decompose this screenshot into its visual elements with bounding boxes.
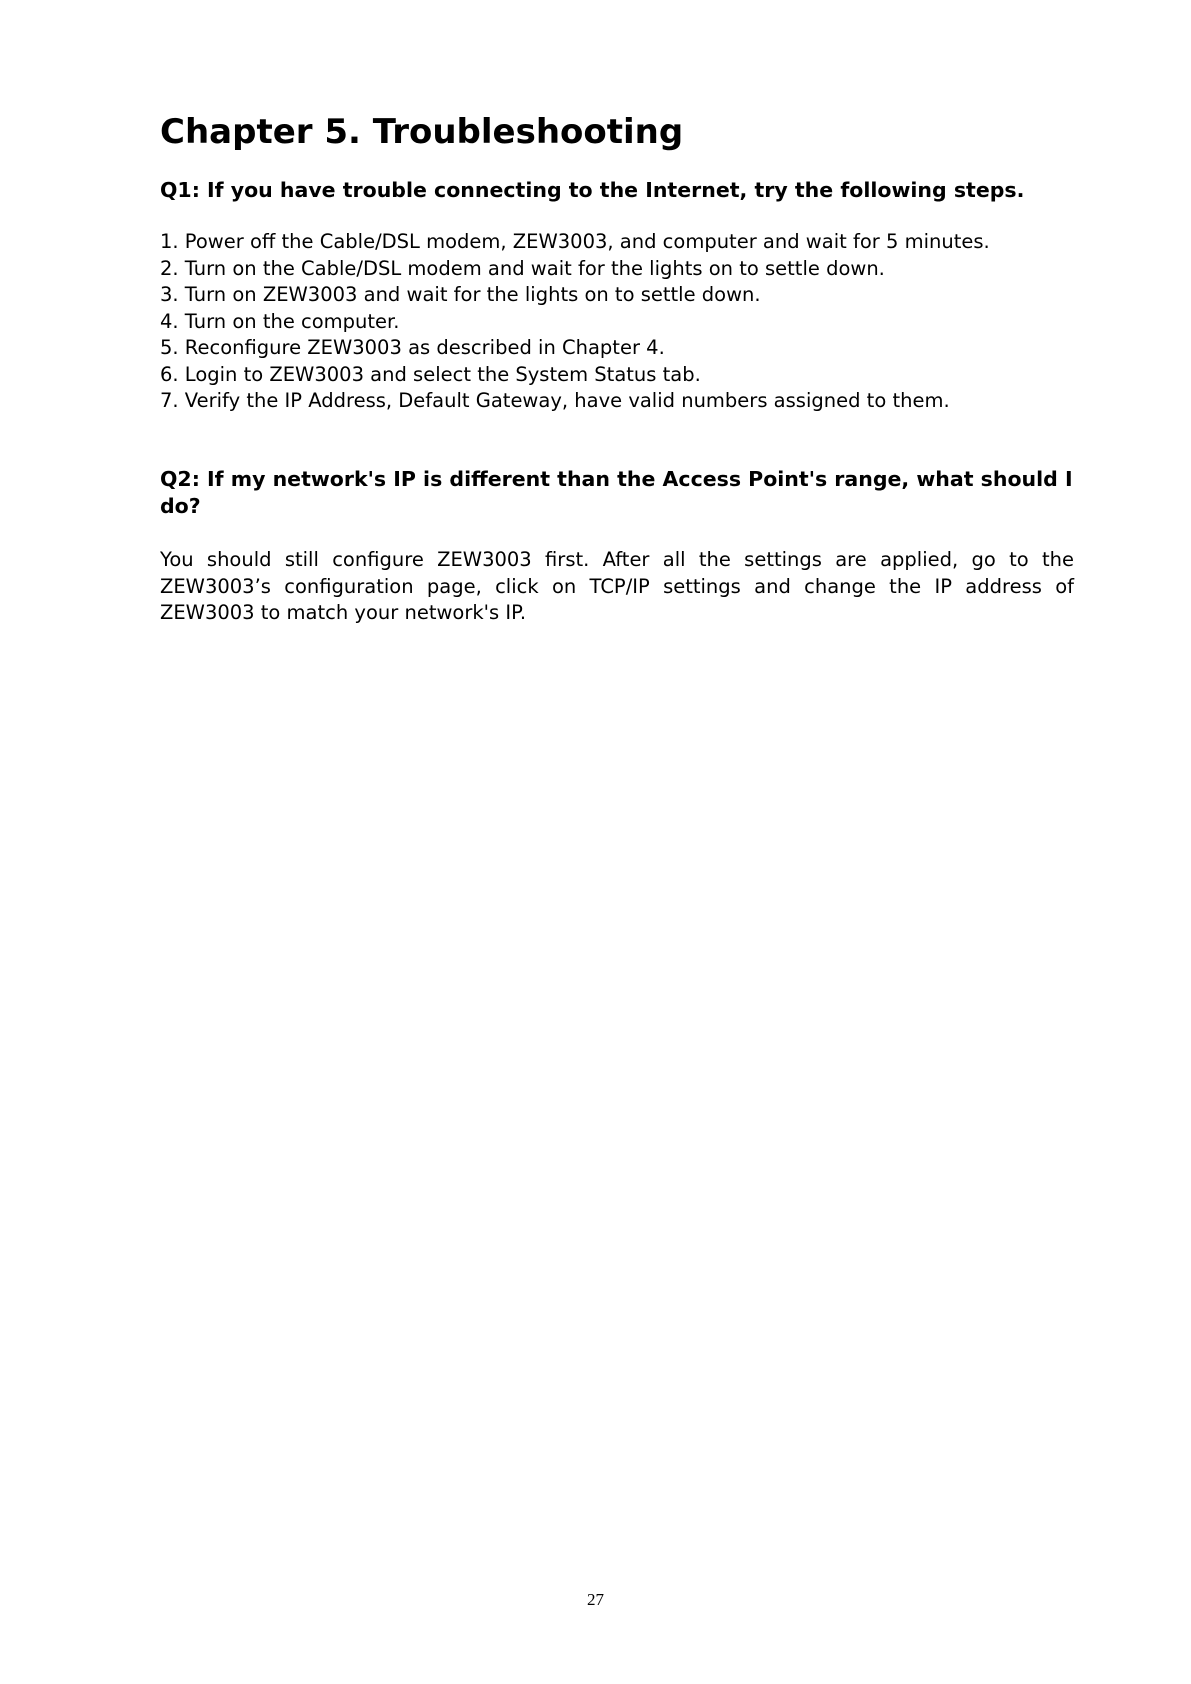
- list-item: 5. Reconfigure ZEW3003 as described in Chapter 4.: [160, 336, 665, 359]
- q2-heading: Q2: If my network's IP is different than the Access Point's range, what should I do?: [160, 467, 1073, 518]
- q1-heading: Q1: If you have trouble connecting to the Internet, try the following steps.: [160, 178, 1025, 202]
- q2-answer: You should still configure ZEW3003 first. After all the settings are applied, go to the ZEW3003’s configuration page, click on TCP/IP settings and change the IP address of ZEW3003 to match your network's IP.: [160, 548, 1074, 624]
- list-item: 3. Turn on ZEW3003 and wait for the lights on to settle down.: [160, 283, 761, 306]
- page-number: 27: [587, 1590, 604, 1609]
- list-item: 1. Power off the Cable/DSL modem, ZEW3003, and computer and wait for 5 minutes.: [160, 230, 990, 253]
- list-item: 7. Verify the IP Address, Default Gateway, have valid numbers assigned to them.: [160, 389, 950, 412]
- chapter-title: Chapter 5. Troubleshooting: [160, 112, 684, 152]
- list-item: 4. Turn on the computer.: [160, 309, 400, 333]
- list-item: 6. Login to ZEW3003 and select the System Status tab.: [160, 362, 701, 386]
- q1-steps-list: [160, 229, 1074, 415]
- list-item: 2. Turn on the Cable/DSL modem and wait for the lights on to settle down.: [160, 256, 885, 280]
